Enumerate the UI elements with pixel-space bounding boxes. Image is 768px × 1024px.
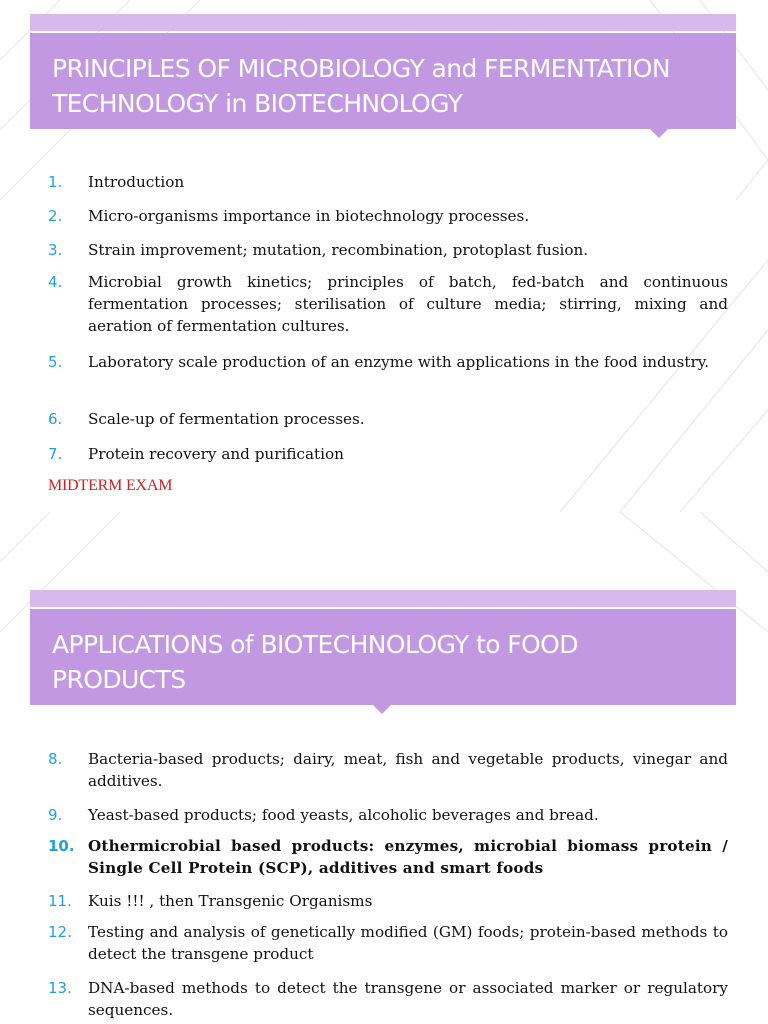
list-item — [48, 921, 728, 965]
list-item — [48, 443, 728, 465]
list-item — [48, 748, 728, 792]
slide-title-box — [30, 609, 736, 705]
list-text: Bacteria-based products; dairy, meat, fish and vegetable products, vinegar and additives. — [88, 750, 728, 790]
list-number: 11. — [48, 892, 72, 910]
list-text: Kuis !!! , then Transgenic Organisms — [88, 892, 373, 910]
list-number: 2. — [48, 207, 63, 225]
list-item — [48, 890, 728, 912]
title-notch — [650, 129, 668, 138]
list-item — [48, 171, 728, 193]
slide-title: PRINCIPLES OF MICROBIOLOGY and FERMENTATION TECHNOLOGY in BIOTECHNOLOGY — [52, 54, 670, 118]
title-notch — [373, 705, 391, 714]
list-number: 8. — [48, 750, 63, 768]
list-text: Micro-organisms importance in biotechnology processes. — [88, 207, 530, 225]
list-number: 6. — [48, 410, 63, 428]
list-text: Scale-up of fermentation processes. — [88, 410, 365, 428]
list-number: 9. — [48, 806, 63, 824]
title-accent-bar — [30, 590, 736, 607]
list-number: 4. — [48, 273, 63, 291]
list-number: 3. — [48, 241, 63, 259]
list-number: 10. — [48, 837, 75, 855]
slide-2 — [0, 512, 768, 1024]
list-number: 1. — [48, 173, 63, 191]
list-number: 7. — [48, 445, 63, 463]
list-item — [48, 804, 728, 826]
list-text: Strain improvement; mutation, recombination, protoplast fusion. — [88, 241, 589, 259]
list-item — [48, 205, 728, 227]
list-number: 5. — [48, 353, 63, 371]
title-accent-bar — [30, 14, 736, 31]
list-item — [48, 351, 728, 373]
list-text: Protein recovery and purification — [88, 445, 344, 463]
list-item — [48, 271, 728, 337]
list-text: Introduction — [88, 173, 185, 191]
slide-title: APPLICATIONS of BIOTECHNOLOGY to FOOD PRODUCTS — [52, 630, 578, 694]
list-text: Othermicrobial based products: enzymes, microbial biomass protein / Single Cell Protein (SCP), additives and smart foods — [88, 837, 728, 877]
slide-title-box — [30, 33, 736, 129]
list-item — [48, 408, 728, 430]
list-text: Testing and analysis of genetically modified (GM) foods; protein-based methods to detect the transgene product — [88, 923, 728, 963]
list-text: Microbial growth kinetics; principles of batch, fed-batch and continuous fermentation processes; sterilisation of culture media; stirring, mixing and aeration of fermentation cultures. — [88, 273, 728, 335]
list-number: 12. — [48, 923, 72, 941]
list-text: Yeast-based products; food yeasts, alcoholic beverages and bread. — [88, 806, 599, 824]
list-number: 13. — [48, 979, 72, 997]
list-item — [48, 977, 728, 1021]
list-text: DNA-based methods to detect the transgene or associated marker or regulatory sequences. — [88, 979, 728, 1019]
midterm-exam-label: MIDTERM EXAM — [48, 477, 173, 494]
list-item — [48, 835, 728, 879]
list-text: Laboratory scale production of an enzyme with applications in the food industry. — [88, 353, 710, 371]
list-item — [48, 239, 728, 261]
